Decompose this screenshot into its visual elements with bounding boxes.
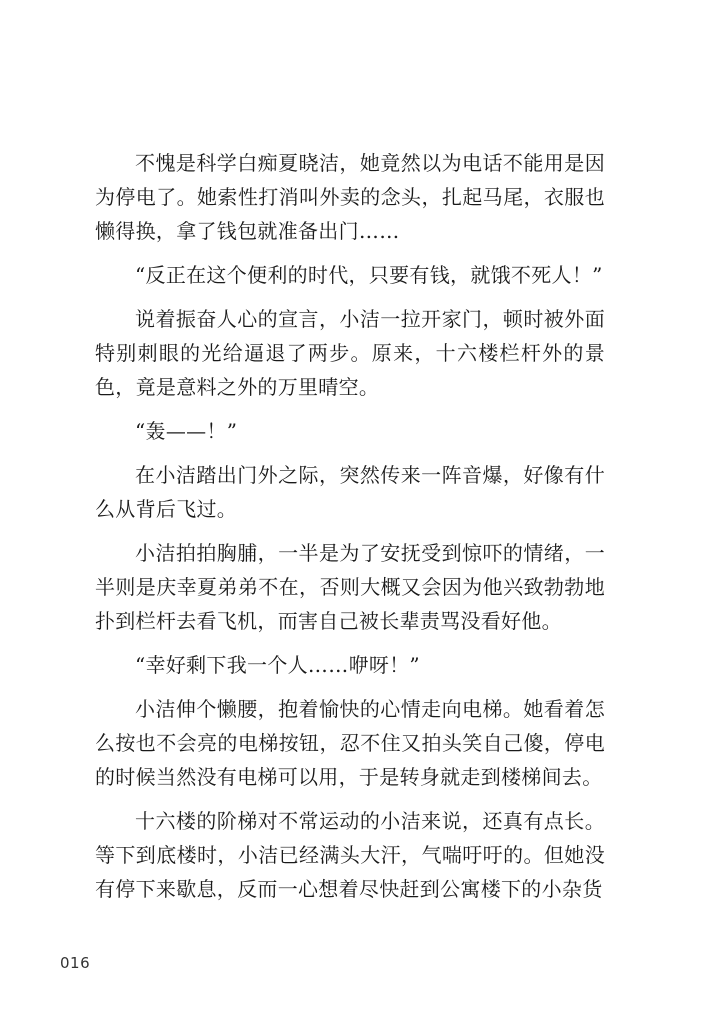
paragraph: “幸好剩下我一个人……咿呀！”: [135, 653, 420, 677]
paragraph: “反正在这个便利的时代，只要有钱，就饿不死人！”: [135, 263, 603, 287]
page-number: 016: [60, 954, 91, 972]
paragraph: 不愧是科学白痴夏晓洁，她竟然以为电话不能用是因为停电了。她索性打消叫外卖的念头，扎起马尾，衣服也懒得换，拿了钱包就准备出门……: [95, 151, 605, 243]
paragraph: 说着振奋人心的宣言，小洁一拉开家门，顿时被外面特别刺眼的光给逼退了两步。原来，十六楼栏杆外的景色，竟是意料之外的万里晴空。: [95, 307, 605, 399]
paragraph: 小洁伸个懒腰，抱着愉快的心情走向电梯。她看着怎么按也不会亮的电梯按钮，忍不住又拍头笑自己傻，停电的时候当然没有电梯可以用，于是转身就走到楼梯间去。: [95, 697, 605, 789]
body-text: [95, 146, 605, 906]
paragraph: 小洁拍拍胸脯，一半是为了安抚受到惊吓的情绪，一半则是庆幸夏弟弟不在，否则大概又会因为他兴致勃勃地扑到栏杆去看飞机，而害自己被长辈责骂没看好他。: [95, 541, 605, 633]
paragraph: “轰——！”: [135, 419, 238, 443]
paragraph: 十六楼的阶梯对不常运动的小洁来说，还真有点长。等下到底楼时，小洁已经满头大汗，气喘吁吁的。但她没有停下来歇息，反而一心想着尽快赶到公寓楼下的小杂货: [95, 809, 605, 901]
paragraph: 在小洁踏出门外之际，突然传来一阵音爆，好像有什么从背后飞过。: [95, 463, 605, 521]
